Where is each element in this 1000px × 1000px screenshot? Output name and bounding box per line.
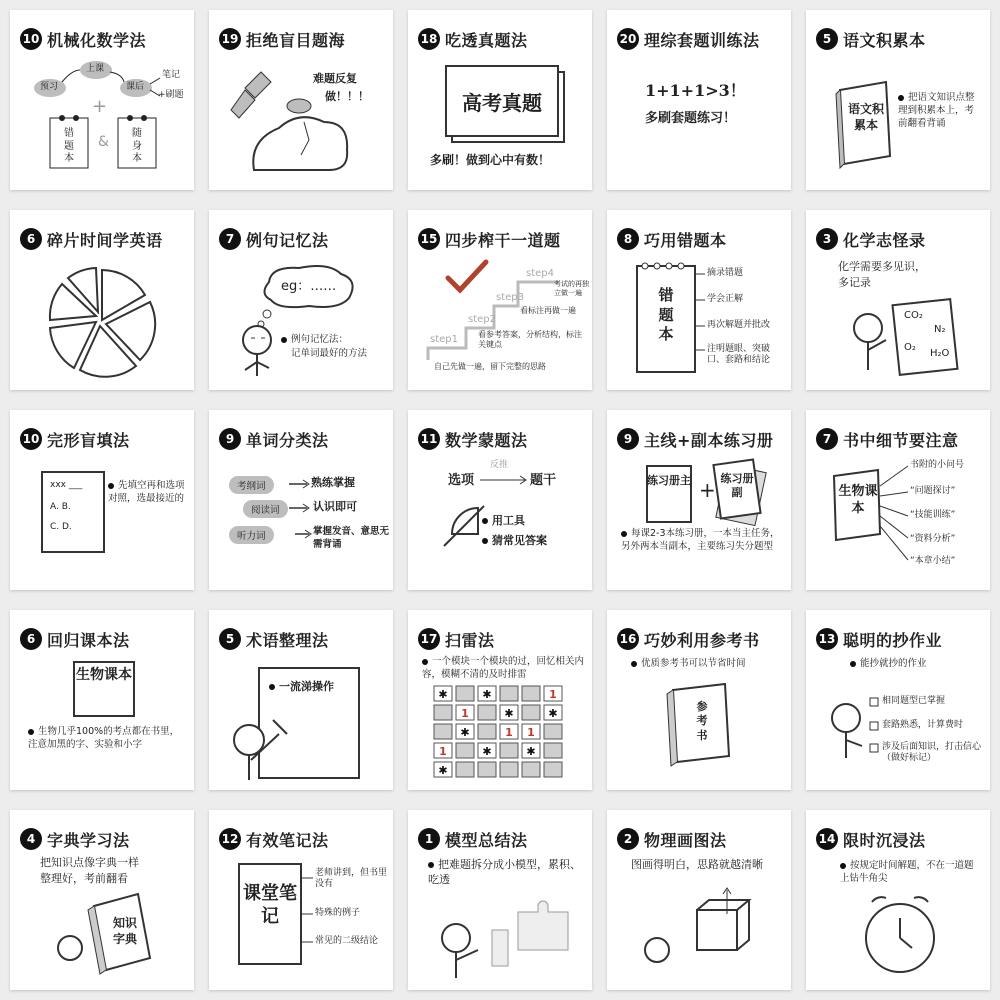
card-number: 2 [617, 828, 639, 850]
mine-icon: ✱ [548, 707, 558, 720]
mine-cell [500, 743, 518, 758]
card-description: 化学需要多见识， [838, 260, 926, 273]
card-description: 例句记忆法： [281, 334, 348, 347]
clock-pieces-icon [10, 210, 194, 390]
card-title: 模型总结法 [445, 828, 528, 851]
formula-h2o: H₂O [930, 348, 950, 359]
caption-practice: 多刷！做到心中有数！ [430, 153, 551, 167]
card-number: 10 [20, 28, 42, 50]
label-exercises: +刷题 [158, 90, 184, 100]
caption-do: 做！！！ [325, 90, 369, 103]
textbook-label: 生物课本 [838, 484, 878, 516]
detail-chapter-summary: “本章小结” [910, 556, 956, 566]
worksheet-options-cd: C. D. [50, 522, 72, 532]
card-title: 四步榨干一道题 [445, 228, 561, 251]
card-science-sets[interactable] [607, 10, 791, 190]
step-1-text: 自己先做一遍，留下完整的思路 [434, 362, 546, 371]
worksheet-line: xxx ___ [50, 480, 83, 490]
card-minesweeper[interactable] [408, 610, 592, 790]
card-description-2: 多记录 [838, 276, 871, 289]
mine-icon: ✱ [438, 688, 448, 701]
formula-n2: N₂ [934, 324, 946, 335]
label-notes: 笔记 [162, 70, 181, 80]
card-fragment-english[interactable] [10, 210, 194, 390]
card-title: 回归课本法 [47, 628, 130, 651]
card-number: 20 [617, 28, 639, 50]
card-chemistry-notes[interactable] [806, 210, 990, 390]
card-number: 14 [816, 828, 838, 850]
plus-sign: + [699, 478, 716, 502]
detail-skills: “技能训练” [910, 510, 956, 520]
mine-cell [544, 743, 562, 758]
mine-icon: ✱ [460, 726, 470, 739]
label-options: 选项 [448, 473, 475, 488]
card-number: 9 [219, 428, 241, 450]
mine-cell [544, 724, 562, 739]
worksheet-options-ab: A. B. [50, 502, 71, 512]
reference-book-label: 参考书 [696, 700, 708, 742]
formula-co2: CO₂ [904, 310, 923, 321]
card-header [617, 24, 785, 54]
card-title: 拒绝盲目题海 [246, 28, 345, 51]
step-4: step4 [526, 268, 554, 279]
card-chinese-notebook[interactable] [806, 10, 990, 190]
caption-repeat: 难题反复 [313, 72, 357, 85]
card-no-blind-drills[interactable] [209, 10, 393, 190]
notebook-icon [209, 810, 393, 990]
label-after-class: 课后 [126, 82, 145, 92]
card-number: 19 [219, 28, 241, 50]
detail-discussion: “问题探讨” [910, 486, 956, 496]
dictionary-label: 知识字典 [112, 916, 137, 946]
mine-cell [478, 724, 496, 739]
card-title: 聪明的抄作业 [843, 628, 942, 651]
textbook-icon [806, 410, 990, 590]
mine-cell [456, 686, 474, 701]
card-dictionary-study[interactable] [10, 810, 194, 990]
card-book-details[interactable] [806, 410, 990, 590]
card-main-side-books[interactable] [607, 410, 791, 590]
card-description: 图画得明白，思路就越清晰 [631, 858, 763, 871]
card-four-steps[interactable] [408, 210, 592, 390]
card-past-exams[interactable] [408, 10, 592, 190]
bubble-text: eg：…… [281, 279, 337, 294]
card-cloze-blind[interactable] [10, 410, 194, 590]
mine-cell [522, 686, 540, 701]
book-side-label: 练习册副 [720, 472, 754, 500]
card-number: 15 [418, 228, 440, 250]
card-title: 主线+副本练习册 [644, 428, 773, 451]
mine-cell [500, 762, 518, 777]
person-puzzle-icon [408, 810, 592, 990]
card-number: 5 [219, 628, 241, 650]
label-class: 上课 [86, 64, 105, 74]
mine-icon: ✱ [504, 707, 514, 720]
card-description-2: 记单词最好的方法 [291, 348, 368, 359]
mine-icon: ✱ [526, 745, 536, 758]
card-timed-immersion[interactable] [806, 810, 990, 990]
card-word-categories[interactable] [209, 410, 393, 590]
alarm-clock-icon [806, 810, 990, 990]
notebook-label: 错题本 [658, 286, 674, 343]
card-model-summary[interactable] [408, 810, 592, 990]
mine-cell [434, 705, 452, 720]
caption-recognize: 认识即可 [313, 500, 357, 513]
card-number: 4 [20, 828, 42, 850]
mine-cell [456, 743, 474, 758]
detail-data-analysis: “资料分析” [910, 534, 956, 544]
card-number: 6 [20, 628, 42, 650]
book-main-label: 练习册主 [647, 474, 691, 487]
tip-guess: 猜常见答案 [482, 534, 547, 549]
mine-number: 1 [549, 688, 557, 701]
note-point-3: 常见的二级结论 [315, 936, 379, 946]
caption-practice-sets: 多刷套题练习！ [645, 111, 737, 126]
step-2: step2 [468, 314, 496, 325]
card-number: 5 [816, 28, 838, 50]
card-mistake-book[interactable] [607, 210, 791, 390]
card-description: 一个模块一个模块的过，回忆相关内容，模糊不清的及时排雷 [422, 656, 585, 680]
card-description: 按规定时间解题，不在一道题上钻牛角尖 [840, 860, 974, 884]
textbook-icon [10, 610, 194, 790]
card-number: 10 [20, 428, 42, 450]
ruler-protractor-icon [408, 410, 592, 590]
card-title: 语文积累本 [843, 28, 926, 51]
bullet-3: 再次解题并批改 [707, 320, 771, 330]
card-terminology[interactable] [209, 610, 393, 790]
mine-cell [544, 762, 562, 777]
card-mechanized-math[interactable] [10, 10, 194, 190]
card-title: 机械化数学法 [47, 28, 146, 51]
notebook-label: 课堂笔记 [243, 883, 297, 928]
card-title: 巧妙利用参考书 [644, 628, 760, 651]
card-title: 物理画图法 [644, 828, 727, 851]
cube-drawing-icon [607, 810, 791, 990]
card-title: 吃透真题法 [445, 28, 528, 51]
mine-number: 1 [439, 745, 447, 758]
card-description: 能抄就抄的作业 [850, 658, 927, 671]
step-4-text: 考试的再独立做一遍 [554, 280, 589, 297]
card-title: 有效笔记法 [246, 828, 329, 851]
bullet-2: 学会正解 [707, 294, 744, 304]
caption-pronounce: 掌握发音、意思无需背诵 [313, 526, 390, 550]
pill-syllabus: 考纲词 [229, 476, 274, 494]
label-preview: 预习 [40, 82, 59, 92]
card-title: 字典学习法 [47, 828, 130, 851]
card-back-to-textbook[interactable] [10, 610, 194, 790]
card-smart-homework[interactable] [806, 610, 990, 790]
note-point-1: 老师讲到，但书里没有 [315, 868, 388, 890]
step-3: step3 [496, 292, 524, 303]
card-number: 7 [219, 228, 241, 250]
card-effective-notes[interactable] [209, 810, 393, 990]
card-description: 把语文知识点整理到积累本上，考前翻看背诵 [898, 92, 975, 129]
check-item-2: 套路熟悉，计算费时 [882, 720, 964, 730]
card-number: 1 [418, 828, 440, 850]
mine-number: 1 [527, 726, 535, 739]
card-example-sentence[interactable] [209, 210, 393, 390]
card-number: 3 [816, 228, 838, 250]
mine-cell [500, 686, 518, 701]
card-title: 碎片时间学英语 [47, 228, 163, 251]
card-number: 16 [617, 628, 639, 650]
card-title: 理综套题训练法 [644, 28, 760, 51]
formula-text: 1+1+1>3！ [645, 81, 746, 100]
card-title: 单词分类法 [246, 428, 329, 451]
mine-cell [478, 705, 496, 720]
card-number: 8 [617, 228, 639, 250]
note-point-2: 特殊的例子 [315, 908, 361, 918]
card-description: 把知识点像字典一样 [40, 856, 139, 869]
mine-cell [522, 705, 540, 720]
card-title: 术语整理法 [246, 628, 329, 651]
thinking-person-icon [209, 210, 393, 390]
ampersand: & [98, 134, 109, 150]
person-notebook-icon [806, 210, 990, 390]
card-title: 化学志怪录 [843, 228, 926, 251]
book-mistakes-label: 错题本 [64, 128, 74, 164]
mine-icon: ✱ [482, 745, 492, 758]
plus-sign: + [92, 96, 108, 117]
card-title: 限时沉浸法 [843, 828, 926, 851]
card-description: 先填空再和选项对照，选最接近的 [108, 480, 185, 504]
bullet-4: 注明题眼、突破口、套路和结论 [707, 344, 771, 366]
card-number: 6 [20, 228, 42, 250]
card-title: 巧用错题本 [644, 228, 727, 251]
card-description-2: 整理好，考前翻看 [40, 872, 128, 885]
card-number: 13 [816, 628, 838, 650]
mine-icon: ✱ [438, 764, 448, 777]
mine-number: 1 [505, 726, 513, 739]
card-title: 完形盲填法 [47, 428, 130, 451]
card-math-guess[interactable] [408, 410, 592, 590]
card-number: 18 [418, 28, 440, 50]
person-writing-icon [209, 610, 393, 790]
pill-listening: 听力词 [229, 526, 274, 544]
mine-number: 1 [461, 707, 469, 720]
card-description: 把难题拆分成小模型，累积、吃透 [428, 858, 581, 886]
arrows-illustration [209, 410, 393, 590]
card-description: 优质参考书可以节省时间 [631, 658, 746, 671]
card-description: 每课2-3本练习册，一本当主任务，另外两本当副本，主要练习失分题型 [621, 528, 780, 552]
card-number: 17 [418, 628, 440, 650]
check-item-3: 涉及后面知识，打击信心（做好标记） [882, 742, 982, 764]
notebook-label: 语文积累本 [848, 102, 885, 132]
card-physics-drawing[interactable] [607, 810, 791, 990]
bullet-1: 摘录错题 [707, 268, 744, 278]
card-number: 9 [617, 428, 639, 450]
card-title: 数学蒙题法 [445, 428, 528, 451]
card-number: 7 [816, 428, 838, 450]
step-2-text: 看参考答案，分析结构，标注关键点 [478, 330, 582, 349]
mine-icon: ✱ [482, 688, 492, 701]
caption-master: 熟练掌握 [311, 476, 355, 489]
step-1: step1 [430, 334, 458, 345]
label-reverse: 反推 [490, 460, 509, 470]
formula-o2: O₂ [904, 342, 916, 353]
exam-paper-title: 高考真题 [462, 91, 542, 115]
detail-question-mark: 书附的小问号 [910, 460, 965, 470]
step-3-text: 看标注再做一遍 [520, 306, 576, 315]
mine-cell [478, 762, 496, 777]
mine-cell [456, 762, 474, 777]
mine-cell [434, 724, 452, 739]
card-title: 书中细节要注意 [843, 428, 959, 451]
book-portable-label: 随身本 [132, 128, 142, 164]
pill-reading: 阅读词 [243, 500, 288, 518]
minesweeper-grid [408, 610, 592, 790]
check-item-1: 相同题型已掌握 [882, 696, 946, 706]
tip-tools: 用工具 [482, 514, 525, 529]
card-title: 扫雷法 [445, 628, 495, 651]
methods-grid [10, 10, 990, 990]
card-reference-books[interactable] [607, 610, 791, 790]
person-dictionary-icon [10, 810, 194, 990]
card-title: 例句记忆法 [246, 228, 329, 251]
card-description: 生物几乎100%的考点都在书里，注意加黑的字、实验和小字 [28, 726, 180, 750]
textbook-label: 生物课本 [76, 667, 132, 683]
card-number: 12 [219, 828, 241, 850]
mine-cell [522, 762, 540, 777]
note-term: 一流涕操作 [269, 680, 334, 695]
label-stem: 题干 [530, 473, 557, 488]
card-number: 11 [418, 428, 440, 450]
